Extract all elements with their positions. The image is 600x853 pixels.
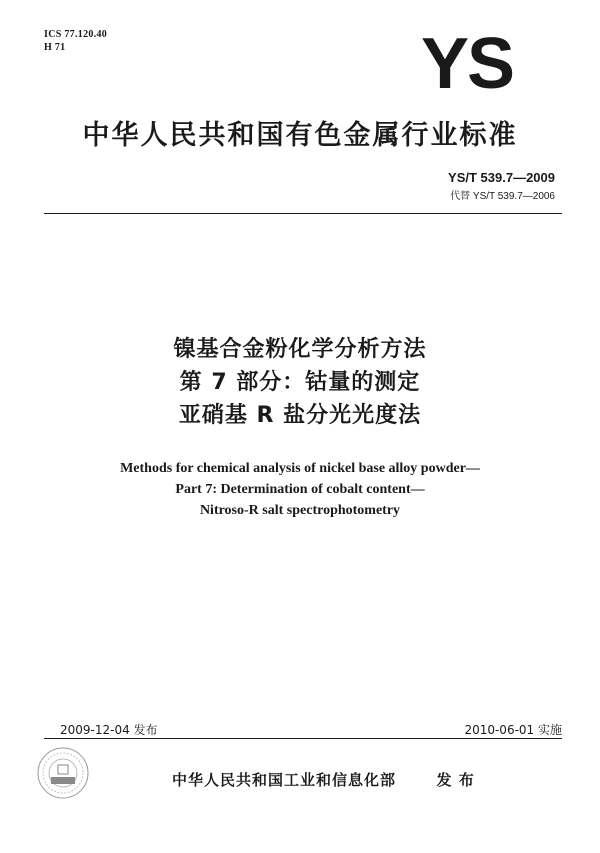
header-divider bbox=[44, 213, 562, 214]
english-title bbox=[0, 458, 600, 521]
standard-number: YS/T 539.7—2009 bbox=[448, 170, 555, 185]
chinese-title-line-1: 镍基合金粉化学分析方法 bbox=[173, 337, 427, 362]
publish-action: 发 布 bbox=[436, 771, 475, 789]
implementation-date: 2010-06-01 实施 bbox=[464, 723, 562, 737]
ics-code: ICS 77.120.40 bbox=[44, 29, 108, 40]
ys-logo-text: YS bbox=[420, 30, 514, 92]
publisher-name: 中华人民共和国工业和信息化部 bbox=[172, 771, 397, 789]
issue-date: 2009-12-04 发布 bbox=[60, 723, 158, 737]
ccs-code: H 71 bbox=[44, 42, 66, 53]
english-title-line-3: Nitroso-R salt spectrophotometry bbox=[199, 503, 401, 518]
english-title-line-1: Methods for chemical analysis of nickel base alloy powder— bbox=[120, 461, 480, 476]
chinese-title-line-2: 第 7 部分：钴量的测定 bbox=[179, 370, 421, 395]
chinese-title-line-3: 亚硝基 R 盐分光光度法 bbox=[178, 403, 422, 428]
replaces-standard: 代替 YS/T 539.7—2006 bbox=[450, 191, 555, 202]
publisher bbox=[172, 769, 475, 790]
classification-codes bbox=[44, 28, 107, 54]
chinese-title bbox=[0, 333, 600, 432]
ys-logo bbox=[402, 30, 532, 92]
footer-divider bbox=[44, 738, 562, 739]
standard-number-block bbox=[448, 170, 555, 202]
org-title: 中华人民共和国有色金属行业标准 bbox=[82, 120, 518, 151]
anti-counterfeit-seal-icon bbox=[36, 746, 90, 800]
english-title-line-2: Part 7: Determination of cobalt content— bbox=[175, 482, 425, 497]
